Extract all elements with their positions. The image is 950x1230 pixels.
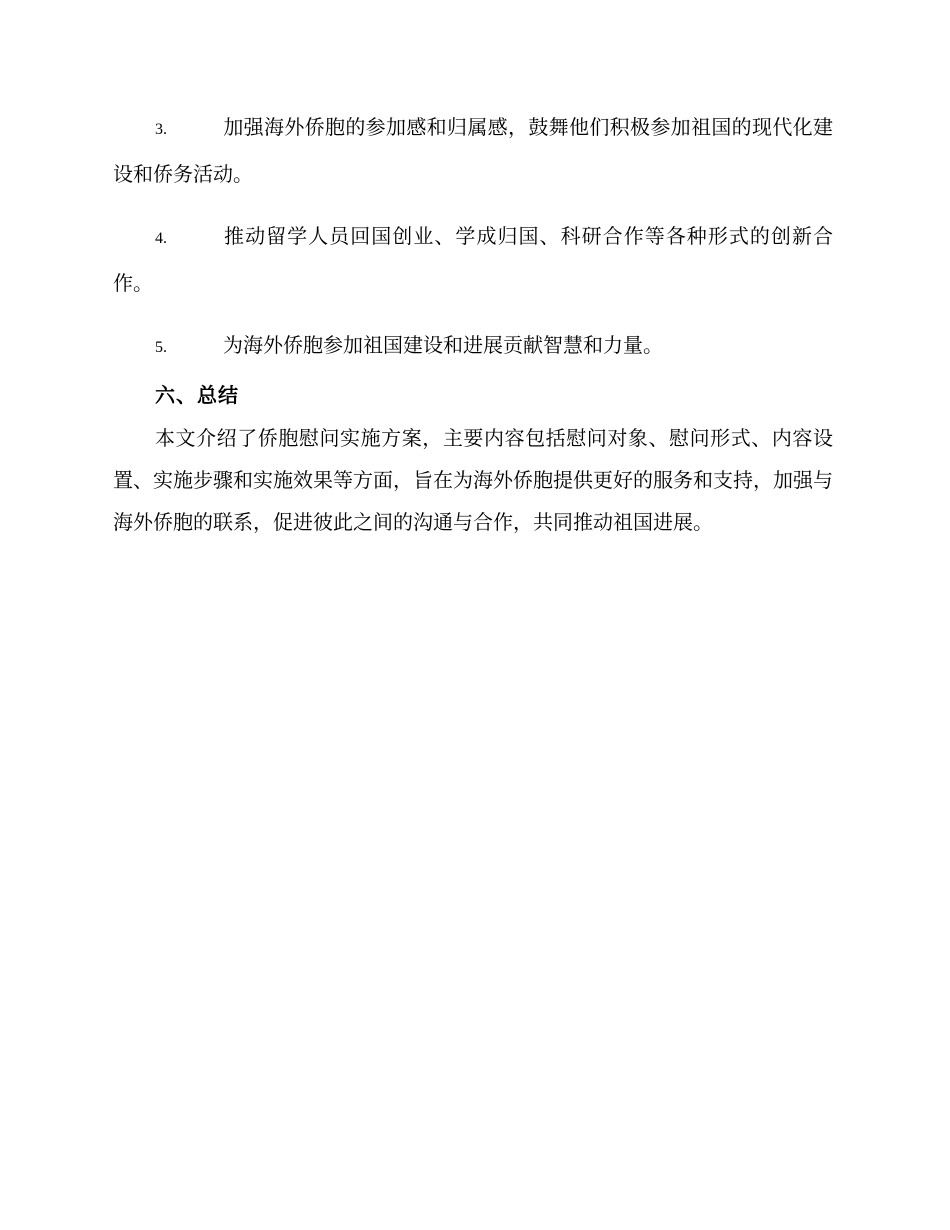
section-heading-summary: 六、总结 bbox=[155, 383, 239, 407]
list-item-number: 4. bbox=[155, 230, 167, 247]
list-item-number: 3. bbox=[155, 121, 167, 138]
list-item-5 bbox=[113, 323, 833, 370]
list-item-text: 推动留学人员回国创业、学成归国、科研合作等各种形式的创新合作。 bbox=[113, 224, 833, 295]
summary-paragraph: 本文介绍了侨胞慰问实施方案，主要内容包括慰问对象、慰问形式、内容设置、实施步骤和实施效果等方面，旨在为海外侨胞提供更好的服务和支持，加强与海外侨胞的联系，促进彼此之间的沟通与合作，共同推动祖国进展。 bbox=[113, 426, 833, 534]
list-item-number: 5. bbox=[155, 339, 167, 356]
document-content bbox=[113, 105, 833, 543]
list-item-4 bbox=[113, 214, 833, 305]
list-item-text: 为海外侨胞参加祖国建设和进展贡献智慧和力量。 bbox=[223, 333, 663, 357]
list-item-text: 加强海外侨胞的参加感和归属感，鼓舞他们积极参加祖国的现代化建设和侨务活动。 bbox=[113, 115, 833, 186]
list-item-3 bbox=[113, 105, 833, 196]
